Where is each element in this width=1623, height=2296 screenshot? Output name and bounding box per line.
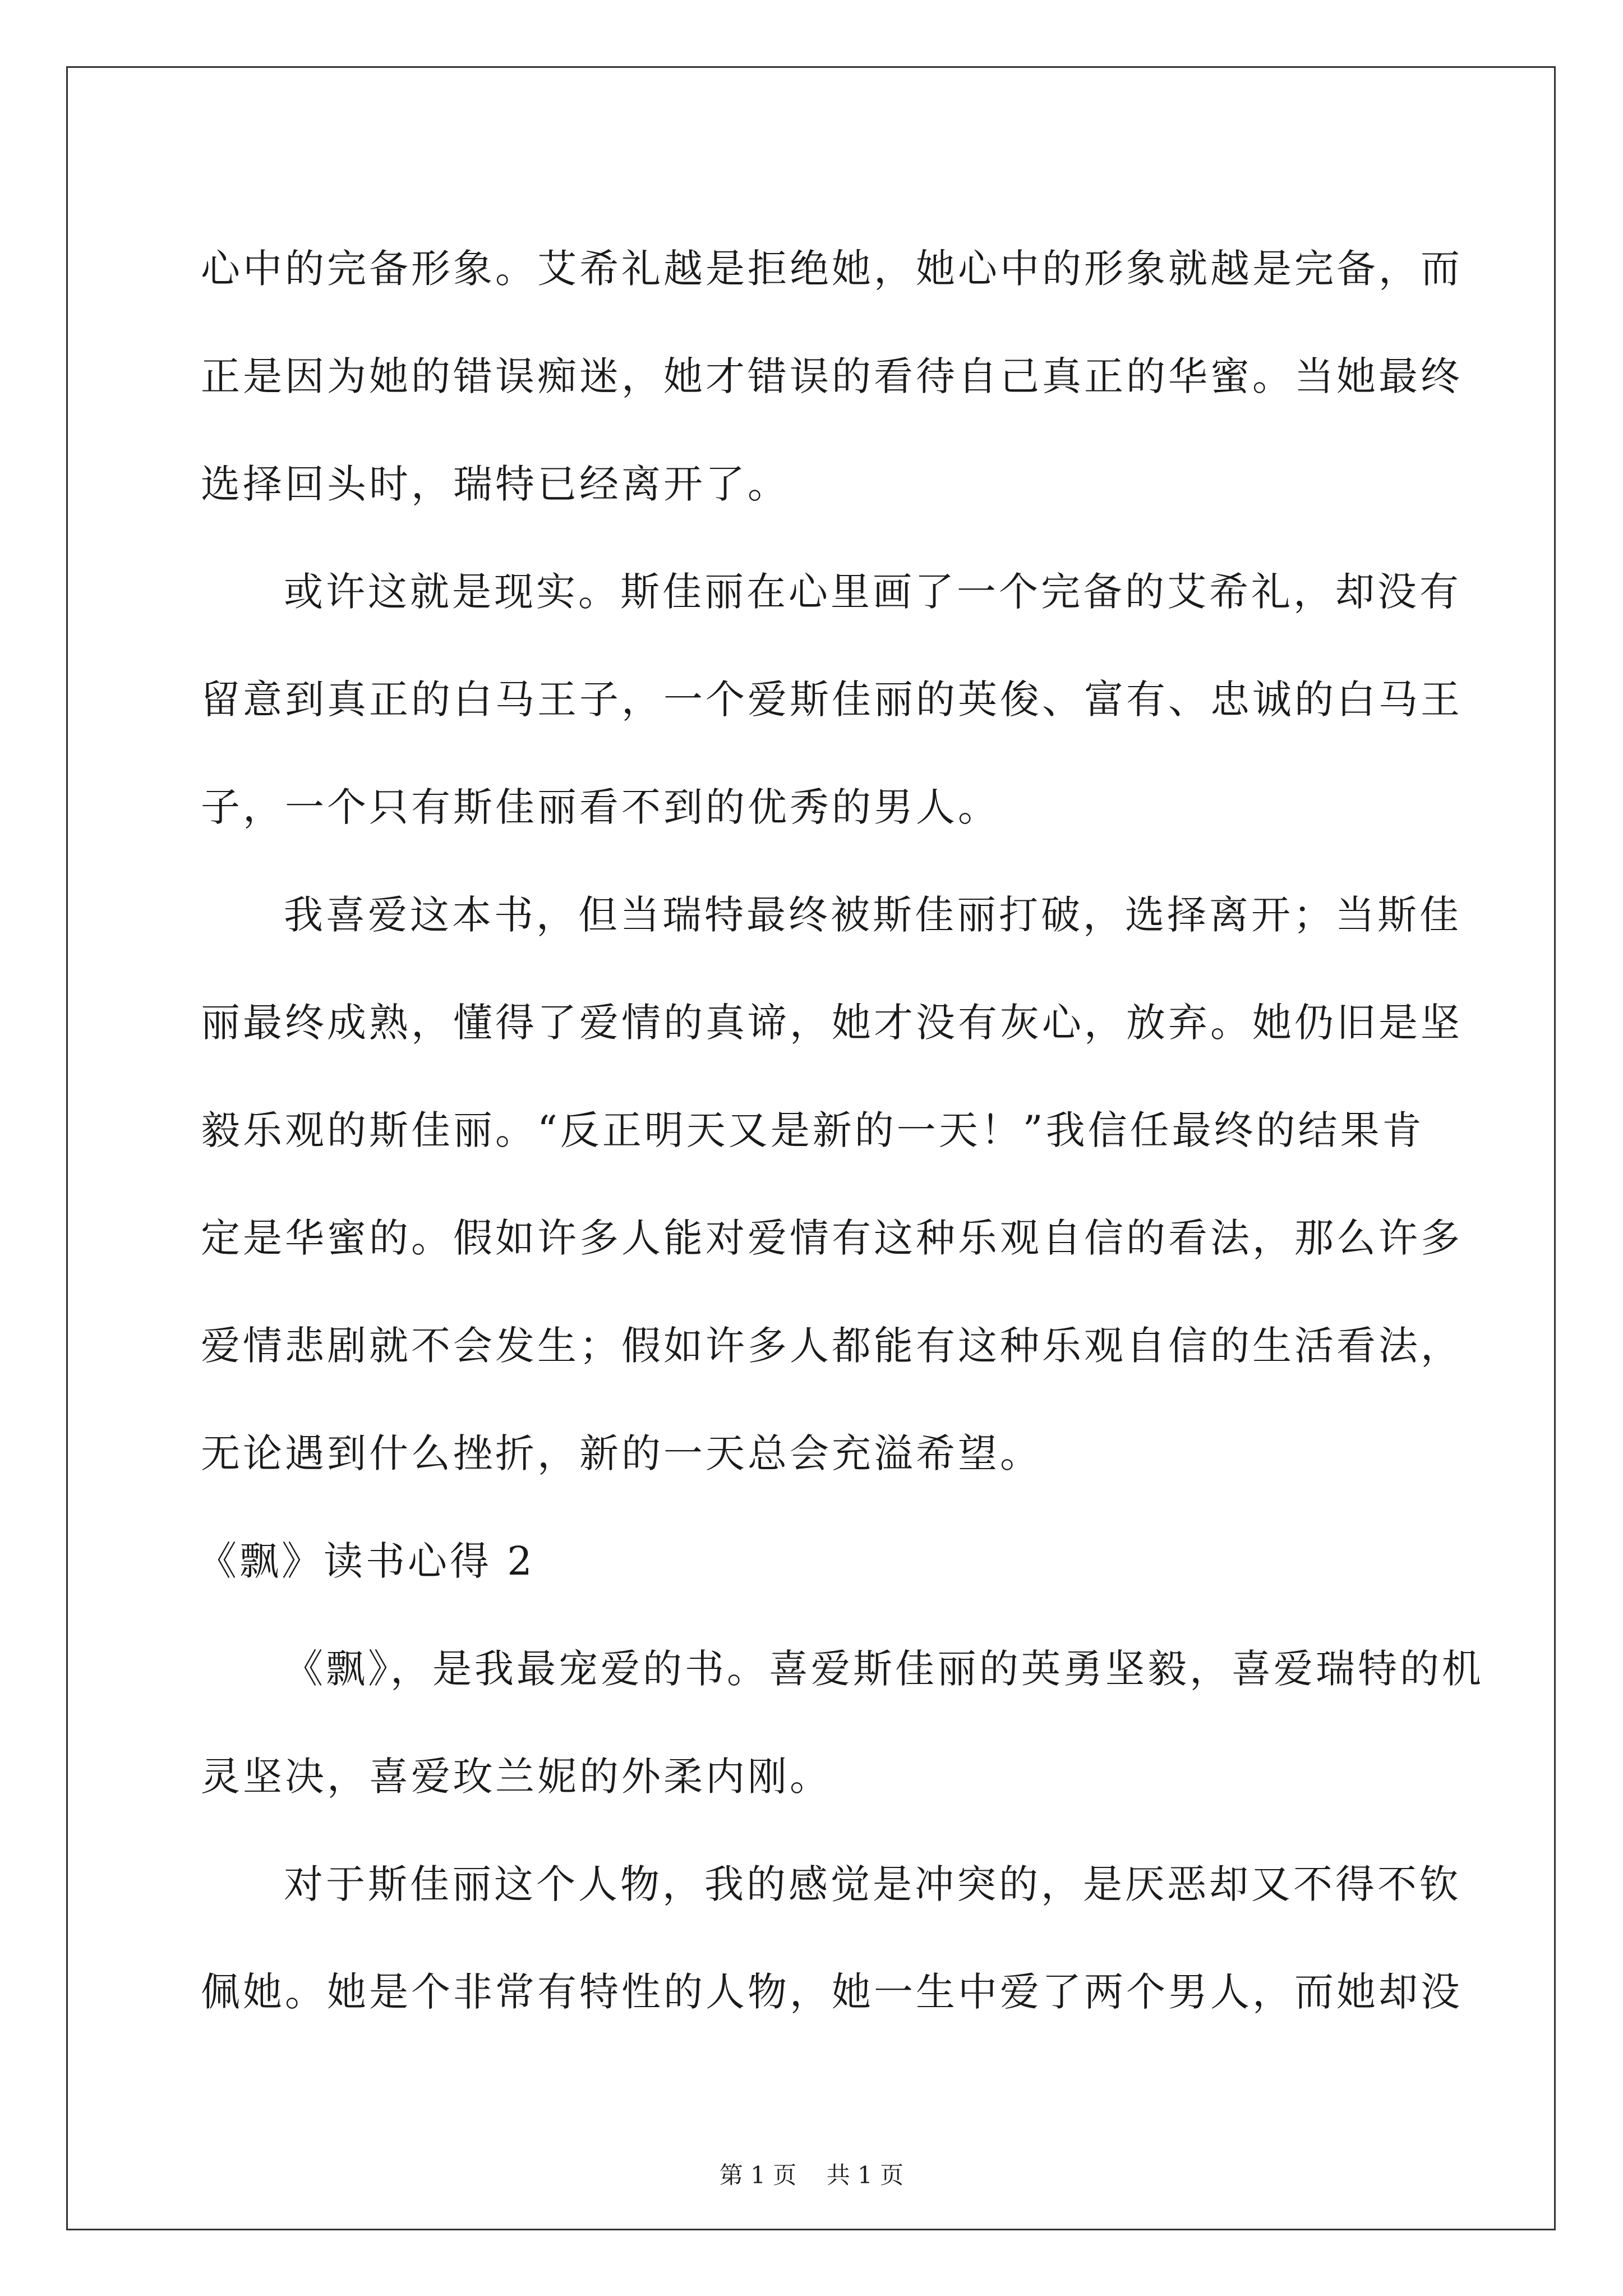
text-line: 正是因为她的错误痴迷，她才错误的看待自己真正的华蜜。当她最终 <box>201 353 1463 399</box>
paragraph-first-line: 我喜爱这本书，但当瑞特最终被斯佳丽打破，选择离开；当斯佳 <box>284 892 1461 938</box>
text-line: 选择回头时，瑞特已经离开了。 <box>201 461 790 507</box>
text-line: 爱情悲剧就不会发生；假如许多人都能有这种乐观自信的生活看法， <box>201 1323 1463 1369</box>
text-line: 佩她。她是个非常有特性的人物，她一生中爱了两个男人，而她却没 <box>201 1969 1463 2015</box>
text-line: 毅乐观的斯佳丽。“反正明天又是新的一天！”我信任最终的结果肯 <box>201 1107 1424 1153</box>
paragraph-first-line: 《飘》，是我最宠爱的书。喜爱斯佳丽的英勇坚毅，喜爱瑞特的机 <box>284 1646 1484 1692</box>
page-footer: 第 1 页 共 1 页 <box>719 2161 904 2189</box>
text-line: 定是华蜜的。假如许多人能对爱情有这种乐观自信的看法，那么许多 <box>201 1215 1463 1261</box>
paragraph-first-line: 对于斯佳丽这个人物，我的感觉是冲突的，是厌恶却又不得不钦 <box>284 1861 1461 1907</box>
text-line: 心中的完备形象。艾希礼越是拒绝她，她心中的形象就越是完备，而 <box>201 246 1463 292</box>
paragraph-first-line: 或许这就是现实。斯佳丽在心里画了一个完备的艾希礼，却没有 <box>284 569 1461 615</box>
text-line: 无论遇到什么挫折，新的一天总会充溢希望。 <box>201 1430 1042 1476</box>
section-heading: 《飘》读书心得 2 <box>197 1538 535 1584</box>
text-line: 灵坚决，喜爱玫兰妮的外柔内刚。 <box>201 1754 832 1800</box>
text-line: 丽最终成熟，懂得了爱情的真谛，她才没有灰心，放弃。她仍旧是坚 <box>201 1000 1463 1046</box>
text-line: 留意到真正的白马王子，一个爱斯佳丽的英俊、富有、忠诚的白马王 <box>201 677 1463 723</box>
text-line: 子，一个只有斯佳丽看不到的优秀的男人。 <box>201 784 1000 830</box>
document-body <box>197 215 1484 2046</box>
